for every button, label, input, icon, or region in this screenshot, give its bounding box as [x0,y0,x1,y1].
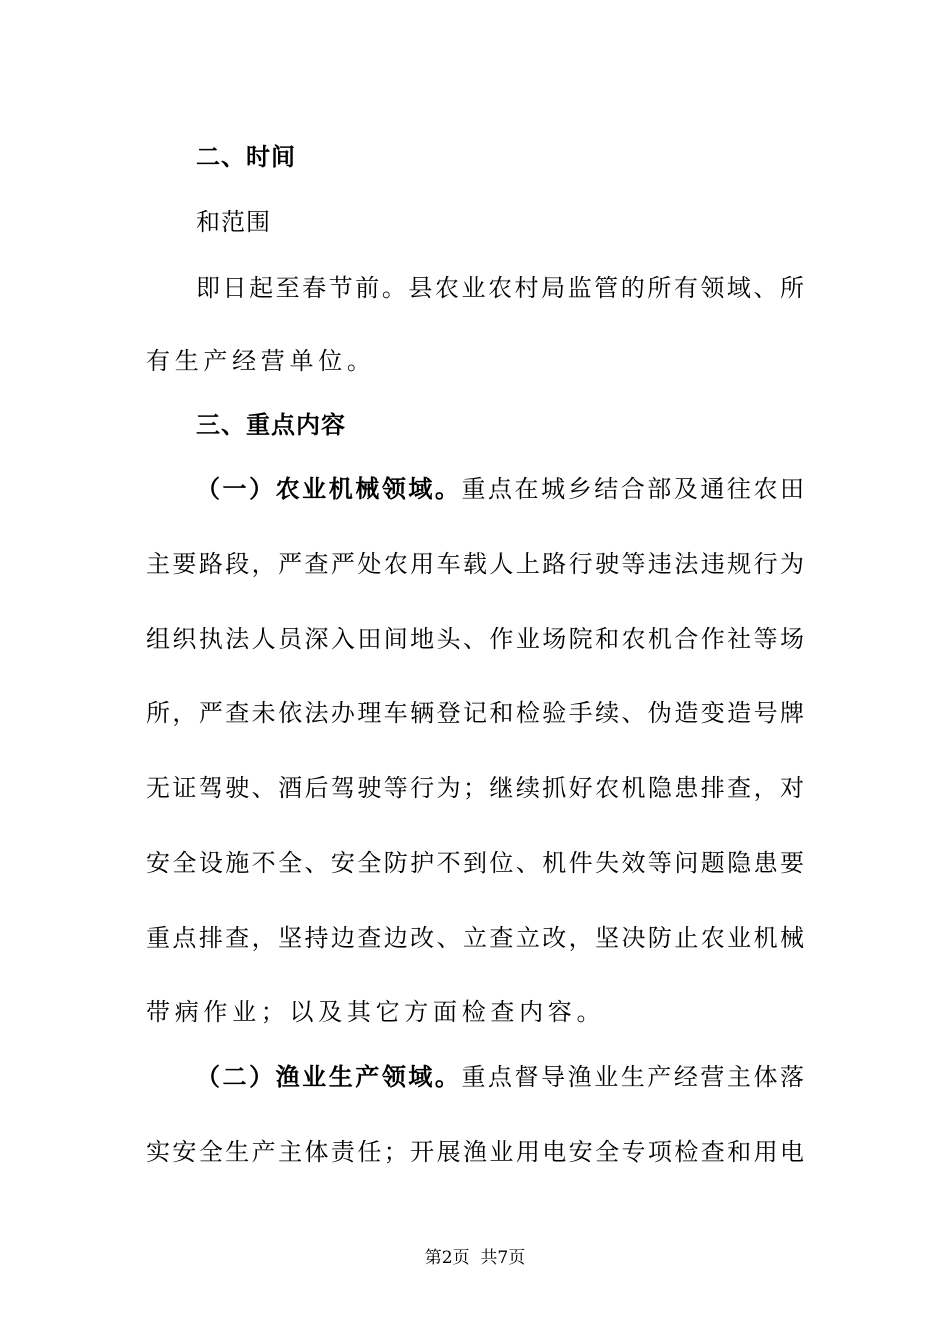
item-one-line-6: 安全设施不全、安全防护不到位、机件失效等问题隐患要 [146,849,804,877]
page-footer [0,1243,950,1268]
section-three-heading: 三、重点内容 [196,411,346,439]
footer-current-page: 2 [441,1248,453,1268]
item-two-lead: （二）渔业生产领域。 [196,1063,462,1091]
item-two-first-line [196,1057,804,1092]
footer-page-mid: 页 共 [452,1248,498,1268]
item-one-line-5: 无证驾驶、酒后驾驶等行为；继续抓好农机隐患排查，对 [146,774,804,802]
footer-page-prefix: 第 [424,1248,442,1268]
item-one-line-7: 重点排查，坚持边查边改、立查立改，坚决防止农业机械 [146,924,804,952]
item-one-line-2: 主要路段，严查严处农用车载人上路行驶等违法违规行为 [146,550,804,578]
footer-page-suffix: 页 [508,1248,526,1268]
item-one-line-4: 所，严查未依法办理车辆登记和检验手续、伪造变造号牌 [146,699,804,727]
scope-line-2: 有生产经营单位。 [146,347,376,375]
footer-total-pages: 7 [497,1248,509,1268]
item-one-first-line-rest: 重点在城乡结合部及通往农田 [461,475,805,503]
item-one-first-line [196,469,804,504]
item-two-line-2: 实安全生产主体责任；开展渔业用电安全专项检查和用电 [146,1138,804,1166]
item-two-first-line-rest: 重点督导渔业生产经营主体落 [461,1063,805,1091]
item-one-line-3: 组织执法人员深入田间地头、作业场院和农机合作社等场 [146,625,804,653]
item-one-lead: （一）农业机械领域。 [196,475,462,503]
section-two-heading: 二、时间 [196,143,296,171]
scope-line-1: 即日起至春节前。县农业农村局监管的所有领域、所 [196,274,804,302]
item-one-line-8: 带病作业；以及其它方面检查内容。 [146,998,606,1026]
scope-label: 和范围 [196,208,271,236]
